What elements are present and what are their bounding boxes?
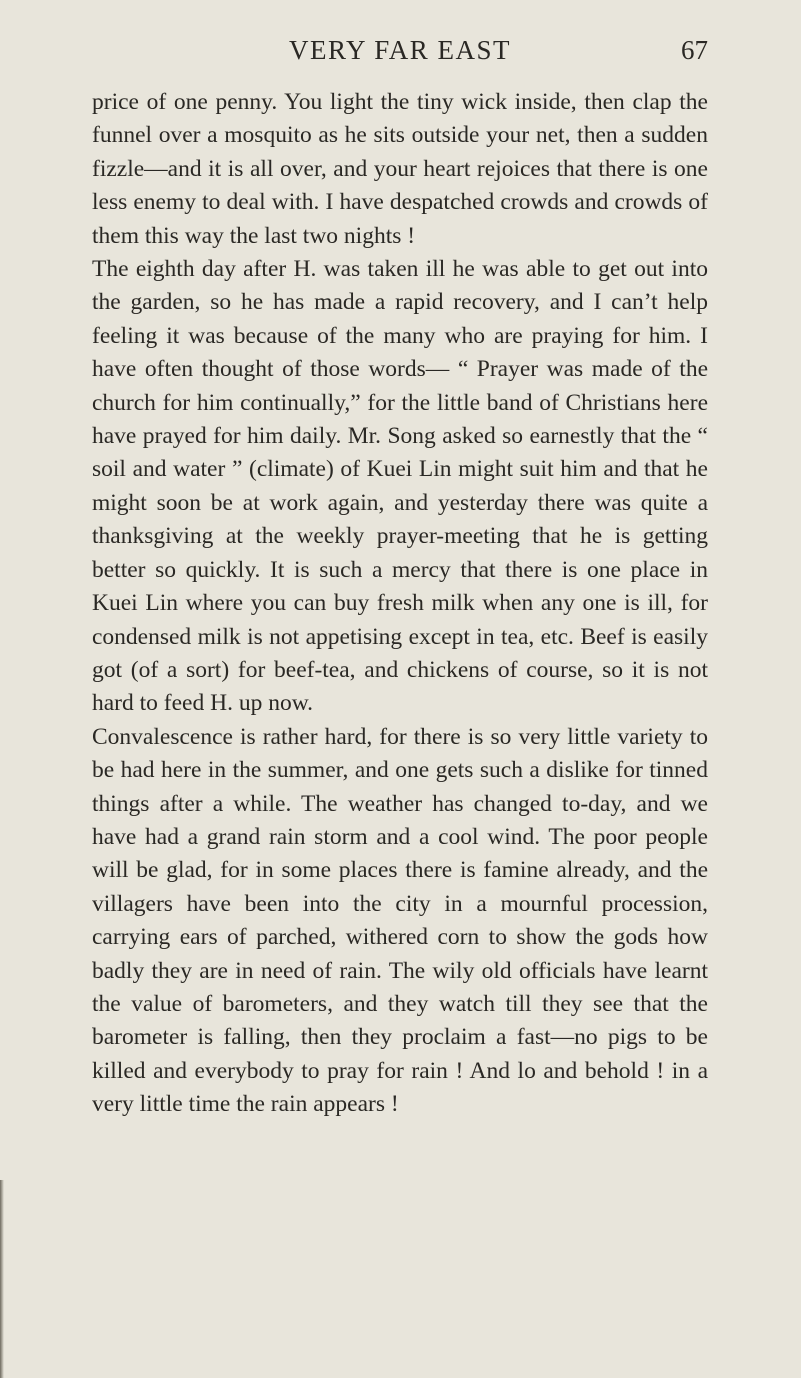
running-title: VERY FAR EAST	[288, 35, 512, 65]
running-head	[92, 30, 708, 70]
paragraph-1: price of one penny. You light the tiny wick inside, then clap the funnel over a mosquito as he sits outside your net, then a sudden fizzle—and it is all over, and your heart rejoices that there is one less enemy to deal with. I have despatched crowds and crowds of them this way the last two nights !	[92, 89, 708, 249]
page-number: 67	[681, 35, 708, 65]
paragraph-2: The eighth day after H. was taken ill he was able to get out into the garden, so he has made a rapid recovery, and I can’t help feeling it was because of the many who are praying for him. I have often thought of those words— “ Prayer was made of the church for him continually,” for the little band of Christians here have prayed for him daily. Mr. Song asked so earnestly that the “ soil and water ” (climate) of Kuei Lin might suit him and that he might soon be at work again, and yesterday there was quite a thanksgiving at the weekly prayer-meeting that he is getting better so quickly. It is such a mercy that there is one place in Kuei Lin where you can buy fresh milk when any one is ill, for condensed milk is not appetising except in tea, etc. Beef is easily got (of a sort) for beef-tea, and chickens of course, so it is not hard to feed H. up now.	[92, 256, 708, 717]
paragraph-3: Convalescence is rather hard, for there is so very little variety to be had here in the summer, and one gets such a dislike for tinned things after a while. The weather has changed to-day, and we have had a grand rain storm and a cool wind. The poor people will be glad, for in some places there is famine already, and the villagers have been into the city in a mournful procession, carrying ears of parched, withered corn to show the gods how badly they are in need of rain. The wily old officials have learnt the value of barometers, and they watch till they see that the barometer is falling, then they proclaim a fast—no pigs to be killed and everybody to pray for rain ! And lo and behold ! in a very little time the rain appears !	[92, 723, 708, 1118]
page-edge-shadow	[0, 1180, 4, 1378]
body-text	[92, 86, 708, 1122]
